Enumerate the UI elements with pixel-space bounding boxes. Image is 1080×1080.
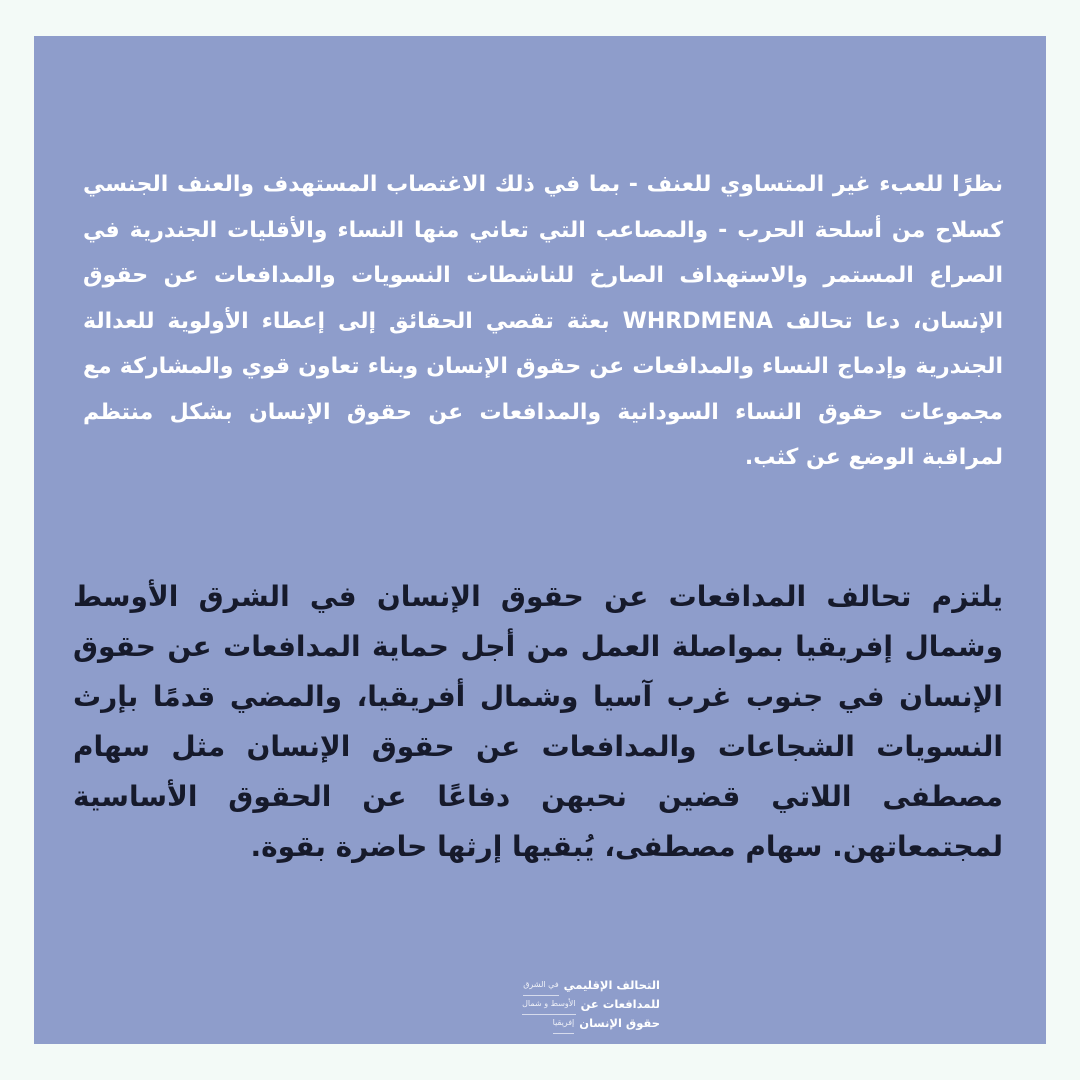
- logo-line-2-main: للمدافعات عن: [580, 997, 660, 1011]
- logo-line-1-main: التحالف الإقليمي: [563, 978, 660, 992]
- logo-line-2-sub: الأوسط و شمال: [522, 994, 575, 1015]
- logo-line-3-main: حقوق الإنسان: [579, 1016, 660, 1030]
- logo-line-2: [480, 995, 660, 1014]
- post-card: [34, 36, 1046, 1044]
- logo-line-1: [480, 976, 660, 995]
- logo-line-1-sub: في الشرق: [523, 975, 558, 996]
- intro-paragraph: نظرًا للعبء غير المتساوي للعنف - بما في ذلك الاغتصاب المستهدف والعنف الجنسي كسلاح من أسلحة الحرب - والمصاعب التي تعاني منها النساء والأقليات الجندرية في الصراع المستمر والاستهداف الصارخ للناشطات النسويات والمدافعات عن حقوق الإنسان، دعا تحالف WHRDMENA بعثة تقصي الحقائق إلى إعطاء الأولوية للعدالة الجندرية وإدماج النساء والمدافعات عن حقوق الإنسان وبناء تعاون قوي والمشاركة مع مجموعات حقوق النساء السودانية والمدافعات عن حقوق الإنسان بشكل منتظم لمراقبة الوضع عن كثب.: [83, 172, 1003, 470]
- coalition-logo: [480, 976, 660, 1034]
- logo-line-3: [480, 1014, 660, 1033]
- logo-line-3-sub: إفريقيا: [553, 1013, 575, 1034]
- commitment-paragraph: يلتزم تحالف المدافعات عن حقوق الإنسان في الشرق الأوسط وشمال إفريقيا بمواصلة العمل من أجل حماية المدافعات عن حقوق الإنسان في جنوب غرب آسيا وشمال أفريقيا، والمضي قدمًا بإرث النسويات الشجاعات والمدافعات عن حقوق الإنسان مثل سهام مصطفى اللاتي قضين نحبهن دفاعًا عن الحقوق الأساسية لمجتمعاتهن. سهام مصطفى، يُبقيها إرثها حاضرة بقوة.: [73, 580, 1003, 863]
